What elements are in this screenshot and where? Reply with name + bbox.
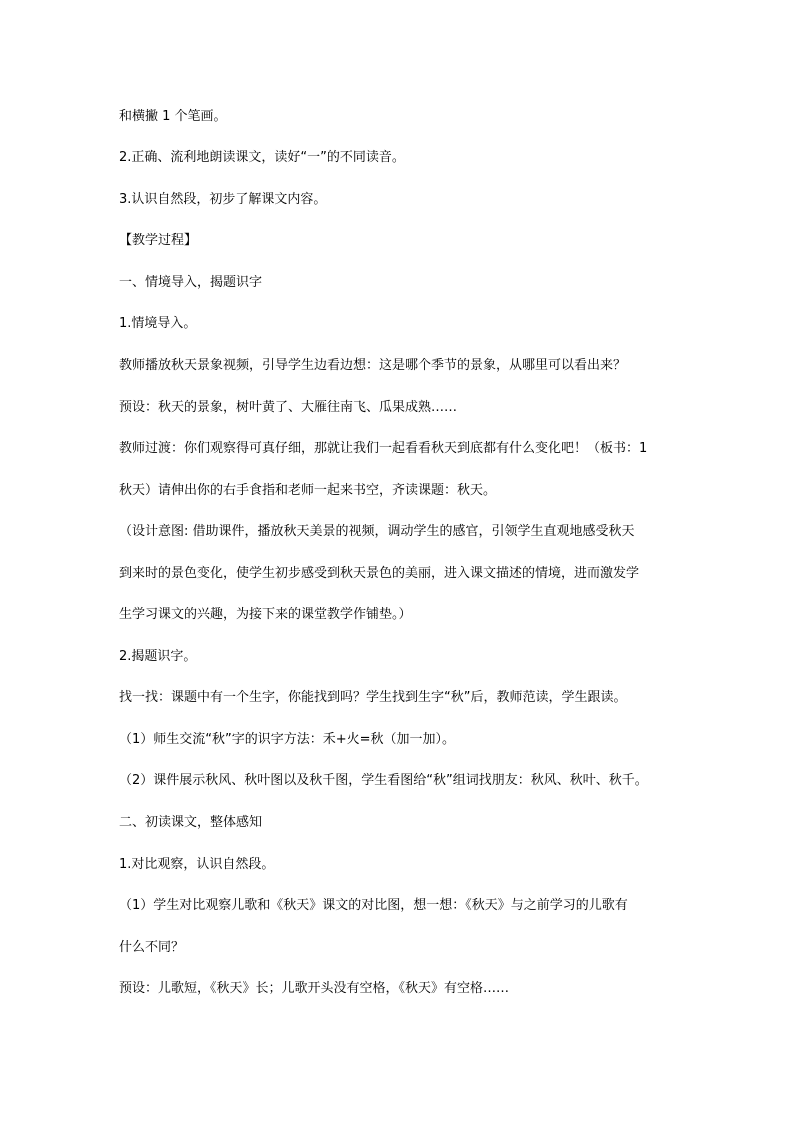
text-line: 1.对比观察，认识自然段。 xyxy=(119,857,275,872)
section-heading: 二、初读课文，整体感知 xyxy=(119,815,263,830)
text-line: （1）师生交流“秋”字的识字方法：禾+火=秋（加一加）。 xyxy=(119,732,456,747)
text-line: （1）学生对比观察儿歌和《秋天》课文的对比图，想一想：《秋天》与之前学习的儿歌有 xyxy=(119,898,628,913)
text-line: 找一找：课题中有一个生字，你能找到吗？学生找到生字“秋”后，教师范读，学生跟读。 xyxy=(119,690,627,705)
text-line: 3.认识自然段，初步了解课文内容。 xyxy=(119,192,327,207)
text-line: 和横撇 1 个笔画。 xyxy=(119,109,227,124)
text-line: （设计意图: 借助课件，播放秋天美景的视频，调动学生的感官，引领学生直观地感受秋天 xyxy=(119,524,635,539)
text-line: 秋天）请伸出你的右手食指和老师一起来书空，齐读课题：秋天。 xyxy=(119,483,497,498)
section-heading: 一、情境导入，揭题识字 xyxy=(119,275,263,290)
text-line: 1.情境导入。 xyxy=(119,316,197,331)
text-line: 2.揭题识字。 xyxy=(119,649,197,664)
text-line: 教师播放秋天景象视频，引导学生边看边想：这是哪个季节的景象，从哪里可以看出来？ xyxy=(119,358,627,373)
text-line: 生学习课文的兴趣，为接下来的课堂教学作铺垫。） xyxy=(119,607,412,622)
text-line: 教师过渡：你们观察得可真仔细，那就让我们一起看看秋天到底都有什么变化吧！（板书：1 xyxy=(119,441,648,456)
text-line: 预设：秋天的景象，树叶黄了、大雁往南飞、瓜果成熟…… xyxy=(119,400,458,415)
text-line: 什么不同？ xyxy=(119,940,185,955)
section-heading: 【教学过程】 xyxy=(119,233,198,248)
text-line: 2.正确、流利地朗读课文，读好“一”的不同读音。 xyxy=(119,150,405,165)
text-line: 到来时的景色变化，使学生初步感受到秋天景色的美丽，进入课文描述的情境，进而激发学 xyxy=(119,566,640,581)
text-line: 预设：儿歌短，《秋天》长；儿歌开头没有空格，《秋天》有空格…… xyxy=(119,981,510,996)
text-line: （2）课件展示秋风、秋叶图以及秋千图，学生看图给“秋”组词找朋友：秋风、秋叶、秋千。 xyxy=(119,773,648,788)
